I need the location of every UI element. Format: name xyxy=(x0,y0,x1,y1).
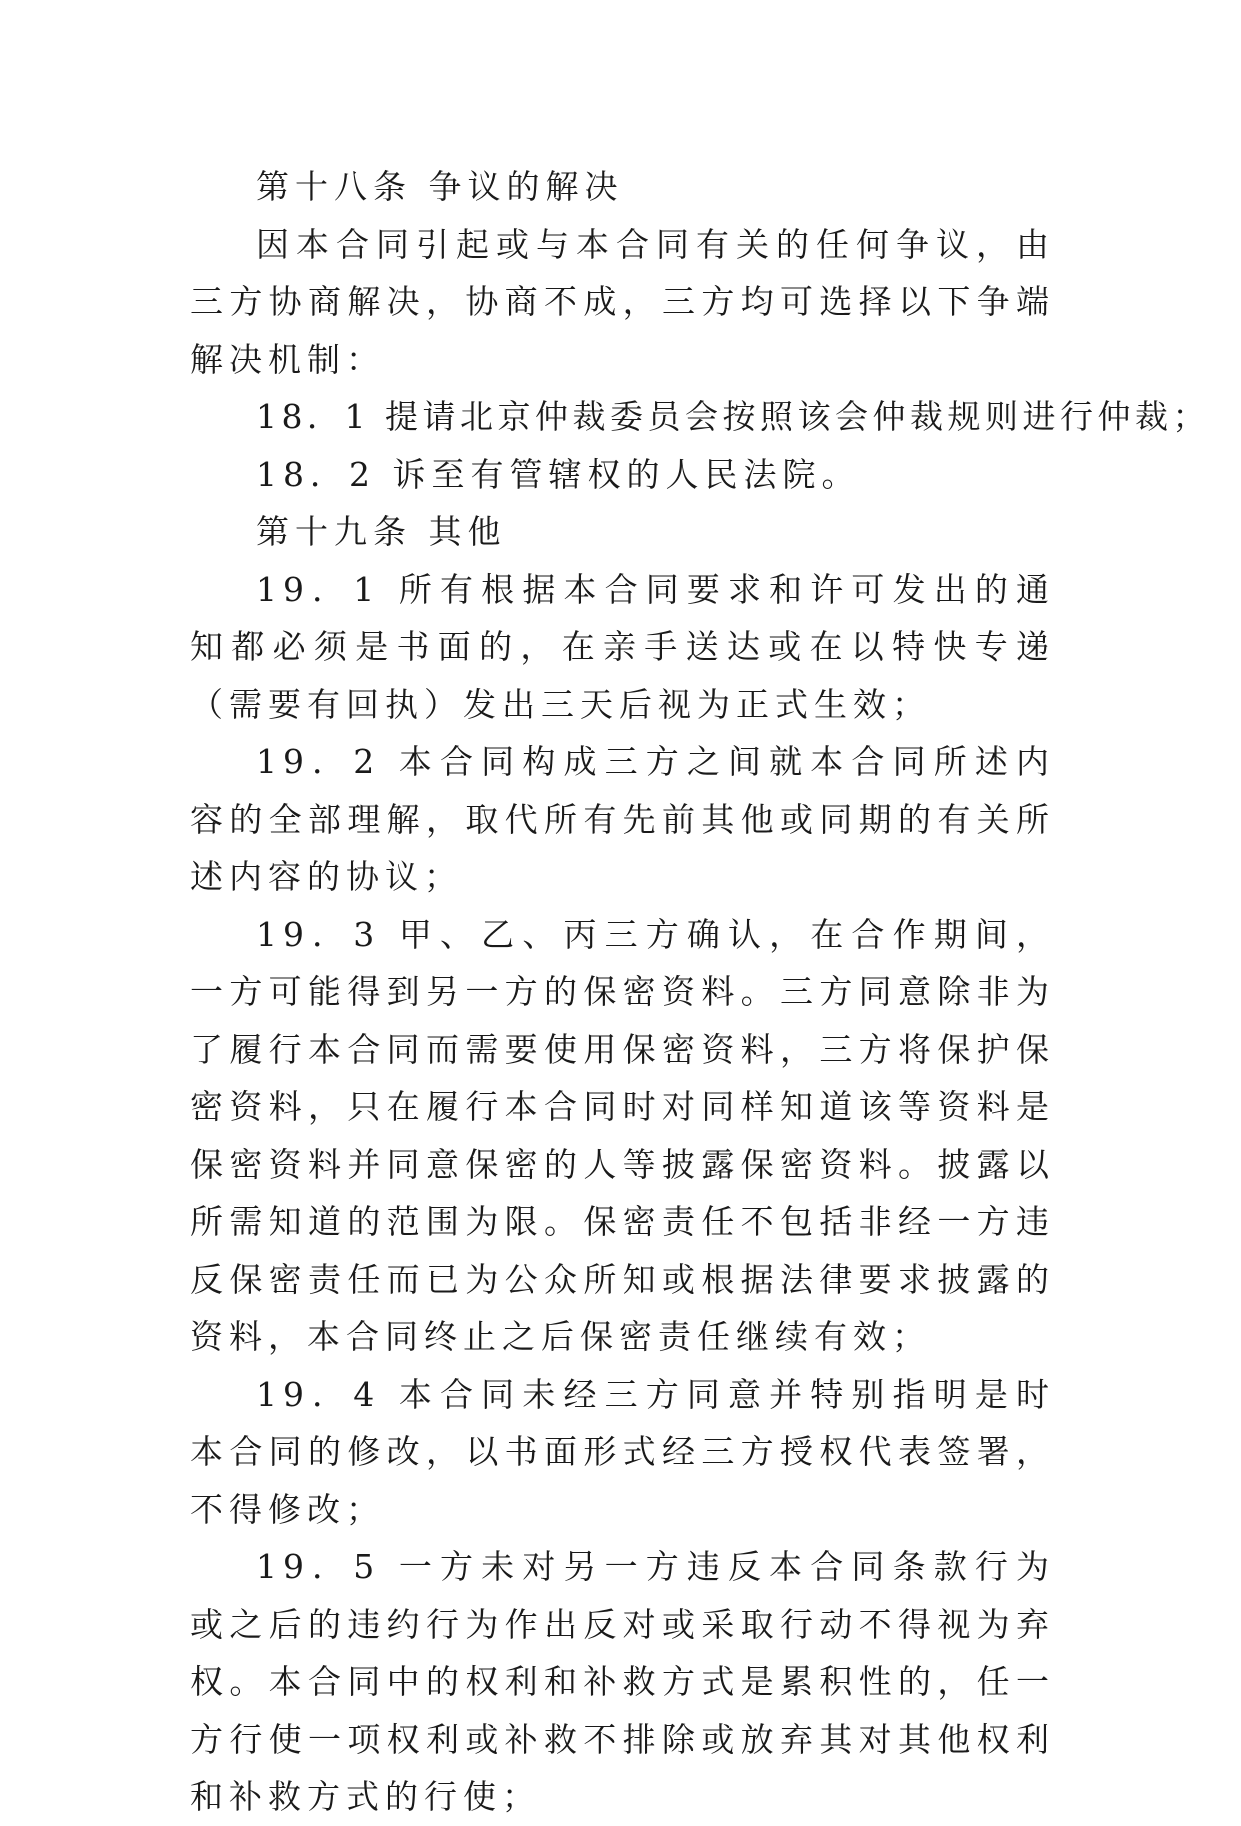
article-19-heading: 第十九条 其他 xyxy=(256,512,507,551)
article-18-paragraph: 因本合同引起或与本合同有关的任何争议，由三方协商解决，协商不成，三方均可选择以下争端解决机制： xyxy=(190,224,1055,379)
clause-19-4: 19．4 本合同未经三方同意并特别指明是时本合同的修改，以书面形式经三方授权代表签署，不得修改； xyxy=(190,1374,1055,1529)
clause-18-1: 18．1 提请北京仲裁委员会按照该会仲裁规则进行仲裁； xyxy=(256,397,1210,436)
article-18-heading: 第十八条 争议的解决 xyxy=(256,167,624,206)
clause-19-1: 19．1 所有根据本合同要求和许可发出的通知都必须是书面的，在亲手送达或在以特快专递（需要有回执）发出三天后视为正式生效； xyxy=(190,569,1055,724)
clause-18-2: 18．2 诉至有管辖权的人民法院。 xyxy=(256,454,861,494)
clause-19-2: 19．2 本合同构成三方之间就本合同所述内容的全部理解，取代所有先前其他或同期的有关所述内容的协议； xyxy=(190,742,1055,896)
document-body xyxy=(190,158,1210,1826)
clause-19-3: 19．3 甲、乙、丙三方确认，在合作期间，一方可能得到另一方的保密资料。三方同意除非为了履行本合同而需要使用保密资料，三方将保护保密资料，只在履行本合同时对同样知道该等资料是保密资料并同意保密的人等披露保密资料。披露以所需知道的范围为限。保密责任不包括非经一方违反保密责任而已为公众所知或根据法律要求披露的资料，本合同终止之后保密责任继续有效； xyxy=(190,914,1055,1356)
clause-19-5: 19．5 一方未对另一方违反本合同条款行为或之后的违约行为作出反对或采取行动不得视为弃权。本合同中的权利和补救方式是累积性的，任一方行使一项权利或补救不排除或放弃其对其他权利和补救方式的行使； xyxy=(190,1547,1055,1816)
